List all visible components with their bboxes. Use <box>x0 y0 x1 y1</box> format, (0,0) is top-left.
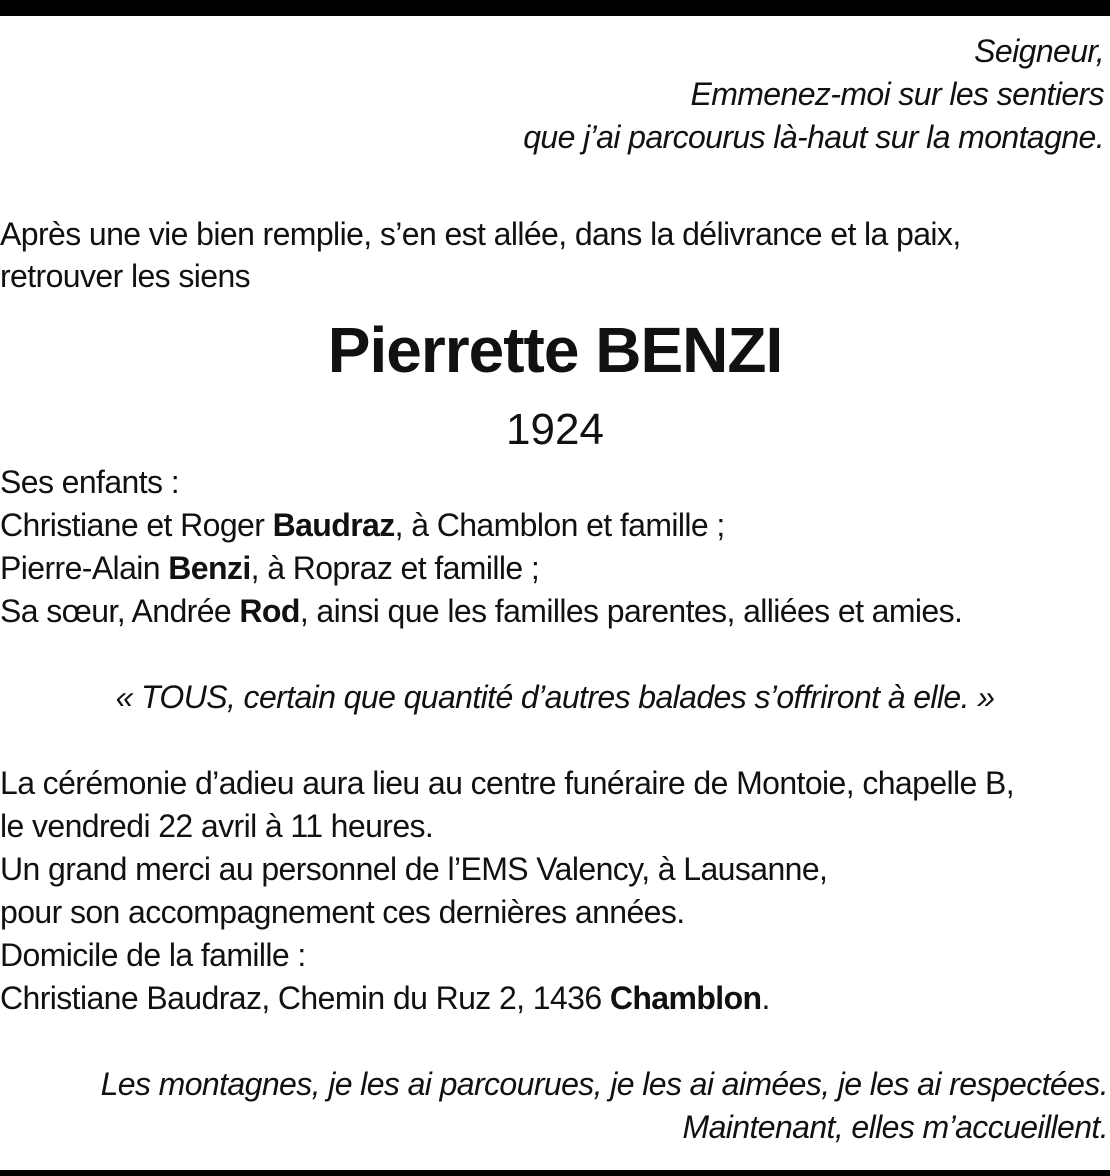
closing-line-2: Maintenant, elles m’accueillent. <box>682 1109 1108 1145</box>
address-town: Chamblon <box>609 980 762 1016</box>
intro-line-1: Après une vie bien remplie, s’en est allée, dans la délivrance et la paix, <box>0 216 961 252</box>
family-line-1-surname: Baudraz <box>272 507 395 543</box>
obituary-notice <box>0 16 1110 1170</box>
family-line-1 <box>0 504 1110 546</box>
deceased-year: 1924 <box>506 405 604 454</box>
intro-line-2: retrouver les siens <box>0 258 251 294</box>
address-post: . <box>761 980 770 1016</box>
ceremony-line-3: Un grand merci au personnel de l’EMS Valency, à Lausanne, <box>0 851 828 887</box>
epigraph-line-3: que j’ai parcourus là-haut sur la montagne. <box>523 119 1104 155</box>
family-line-3-surname: Rod <box>239 593 300 629</box>
family-line-1-post: , à Chamblon et famille ; <box>394 507 725 543</box>
ceremony-line-1: La cérémonie d’adieu aura lieu au centre funéraire de Montoie, chapelle B, <box>0 765 1015 801</box>
family-line-2-surname: Benzi <box>168 550 251 586</box>
closing-line-1: Les montagnes, je les ai parcourues, je les ai aimées, je les ai respectées. <box>100 1066 1108 1102</box>
family-heading: Ses enfants : <box>0 464 179 500</box>
memorial-quote: « TOUS, certain que quantité d’autres balades s’offriront à elle. » <box>115 679 995 715</box>
family-line-3-pre: Sa sœur, Andrée <box>0 593 240 629</box>
deceased-name: Pierrette BENZI <box>327 314 783 386</box>
family-line-2 <box>0 547 1110 589</box>
bottom-border-rule <box>0 1170 1110 1176</box>
address-pre: Christiane Baudraz, Chemin du Ruz 2, 1436 <box>0 980 610 1016</box>
ceremony-line-5: Domicile de la famille : <box>0 937 306 973</box>
ceremony-line-4: pour son accompagnement ces dernières années. <box>0 894 685 930</box>
family-line-1-pre: Christiane et Roger <box>0 507 273 543</box>
family-line-3 <box>0 590 1110 632</box>
family-line-3-post: , ainsi que les familles parentes, alliées et amies. <box>299 593 963 629</box>
family-line-2-pre: Pierre-Alain <box>0 550 169 586</box>
ceremony-line-2: le vendredi 22 avril à 11 heures. <box>0 808 434 844</box>
epigraph-line-1: Seigneur, <box>974 33 1104 69</box>
top-border-rule <box>0 0 1110 16</box>
family-line-2-post: , à Ropraz et famille ; <box>250 550 540 586</box>
family-address <box>0 977 1110 1019</box>
epigraph-line-2: Emmenez-moi sur les sentiers <box>690 76 1104 112</box>
